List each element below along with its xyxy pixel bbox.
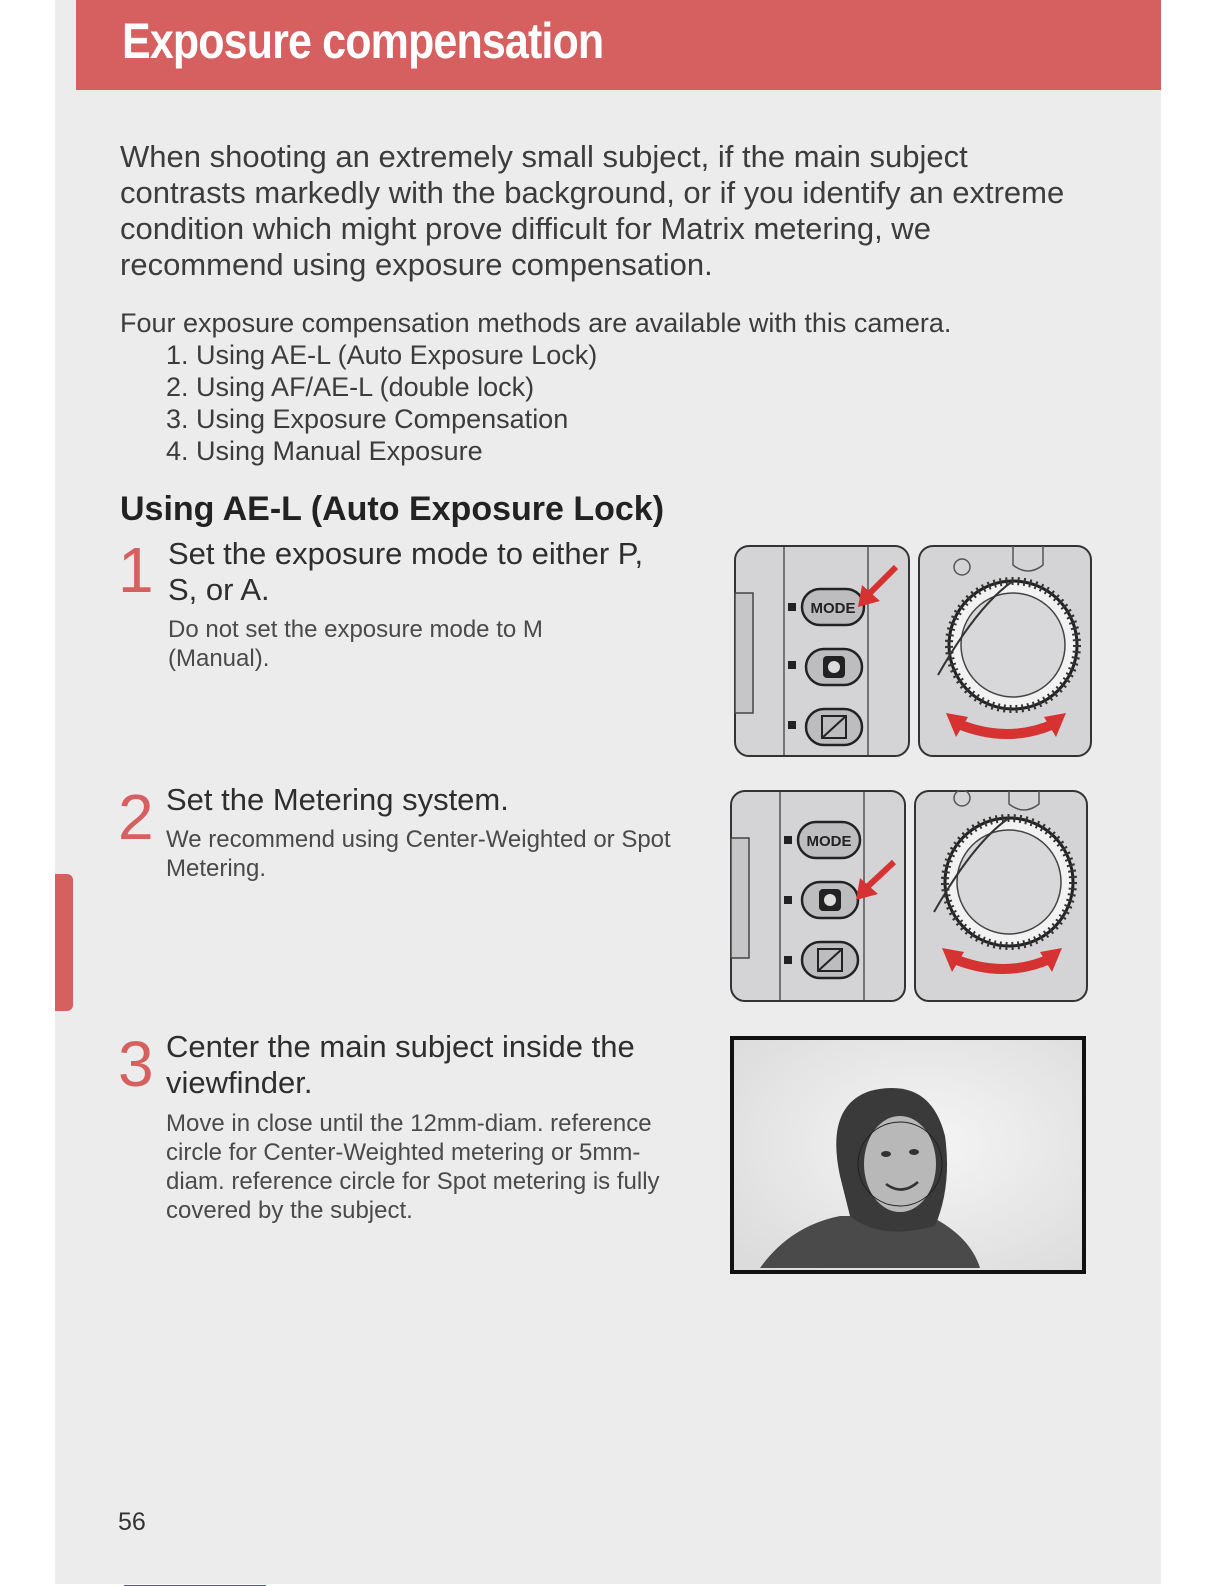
step-1-number: 1 [118, 534, 154, 606]
step-1-title [168, 536, 708, 608]
section-heading: Using AE-L (Auto Exposure Lock) [120, 490, 665, 528]
step-3-body: Move in close until the 12mm-diam. reference circle for Center-Weighted metering or 5mm-diam. reference circle for Spot metering is fully covered by the subject. [166, 1110, 660, 1224]
metering-button [806, 649, 862, 685]
mode-button [802, 589, 864, 625]
metering-button [802, 882, 858, 918]
camera-buttons-illustration-2 [730, 790, 906, 1002]
page-title: Exposure compensation [122, 13, 604, 69]
page-number: 56 [118, 1508, 146, 1536]
step-3-title-line1: Center the main subject inside the [166, 1029, 635, 1064]
method-item-3: 3. Using Exposure Compensation [166, 404, 569, 434]
step-2-body: We recommend using Center-Weighted or Spot Metering. [166, 826, 671, 882]
step-1-title-line1: Set the exposure mode to either P, [168, 536, 644, 571]
mode-button-label: MODE [806, 833, 852, 850]
command-dial-illustration-1 [918, 545, 1092, 757]
step-3-title-line2: viewfinder. [166, 1065, 313, 1100]
compensation-button [802, 942, 858, 978]
step-3-number: 3 [118, 1028, 154, 1100]
camera-buttons-illustration-1 [734, 545, 910, 757]
method-item-2: 2. Using AF/AE-L (double lock) [166, 372, 535, 402]
method-item-4: 4. Using Manual Exposure [166, 436, 483, 466]
step-1-body: Do not set the exposure mode to M (Manual). [168, 616, 543, 672]
methods-intro: Four exposure compensation methods are available with this camera. [120, 308, 952, 338]
viewfinder-photo [730, 1036, 1086, 1274]
compensation-button [806, 709, 862, 745]
method-item-1: 1. Using AE-L (Auto Exposure Lock) [166, 340, 598, 370]
command-dial-illustration-2 [914, 790, 1088, 1002]
step-2-title: Set the Metering system. [166, 782, 509, 817]
step-3-title [166, 1029, 716, 1101]
intro-paragraph: When shooting an extremely small subject, if the main subject contrasts markedly with the background, or if you identify an extreme condition which might prove difficult for Matrix metering, we recommend using exposure compensation. [120, 139, 1065, 282]
mode-button [798, 822, 860, 858]
methods-list [166, 339, 597, 467]
chapter-tab [55, 874, 73, 1011]
mode-button-label: MODE [810, 600, 856, 617]
step-2-number: 2 [118, 781, 154, 853]
step-1-title-line2: S, or A. [168, 572, 270, 607]
